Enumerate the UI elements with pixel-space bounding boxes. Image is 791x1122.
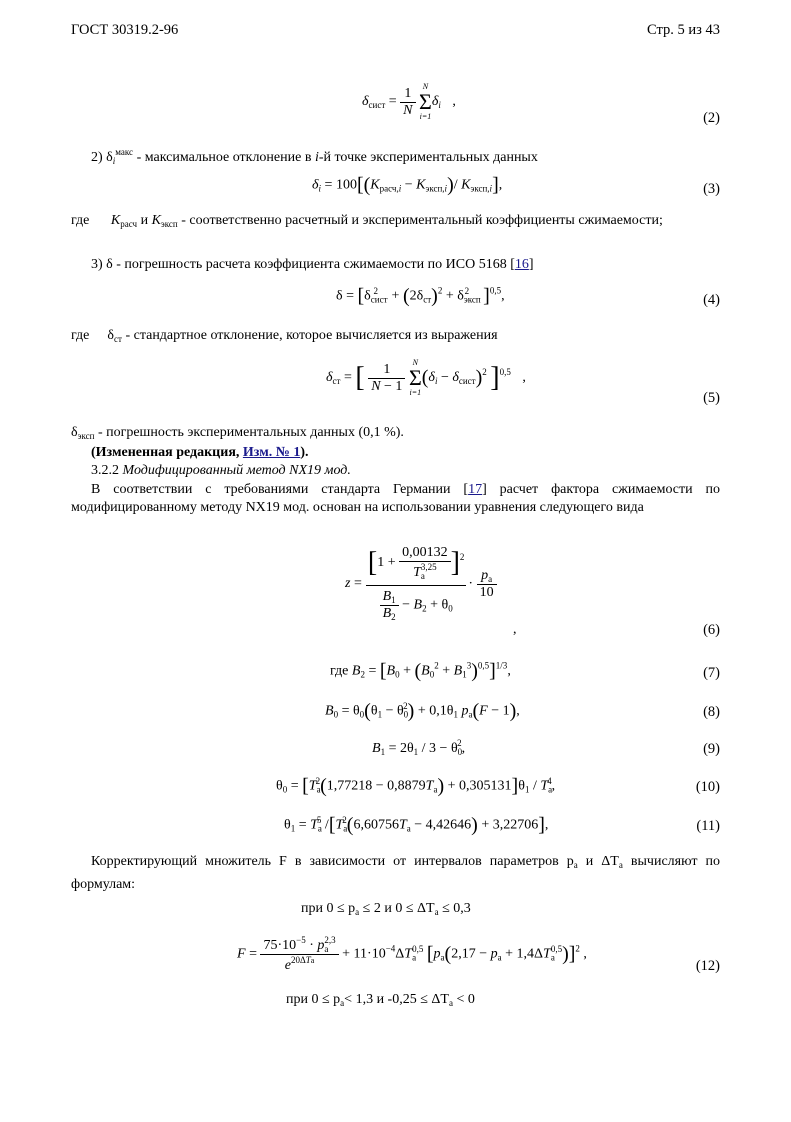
eq-number-12: (12) — [695, 958, 720, 974]
condition-2: при $0 \le p_а< 1,3$ и $-0,25 \le \Delta T_а < 0$ — [286, 992, 475, 1008]
reference-17-link[interactable]: 17 — [468, 482, 483, 497]
reference-16-link[interactable]: 16 — [514, 257, 529, 272]
eq-number-6: (6) — [703, 622, 720, 638]
eq-number-2: (2) — [703, 110, 720, 126]
formula-7: где $B_2 = [B_0 + (B_0^2 + B_1^3)^{0,5}]^{1/3}$, — [330, 660, 511, 682]
doc-header-left: ГОСТ 30319.2-96 — [71, 22, 179, 38]
eq-number-10: (10) — [695, 779, 720, 795]
formula-9: $B_1 = 2\theta_1 / 3 - \theta_0^2$, — [372, 738, 466, 757]
eq-number-7: (7) — [703, 665, 720, 681]
formula-12: F = $\frac{75\cdot 10^{-5} \cdot p_а^{2,3}}{e^{20\Delta Tа}}$ + $11\cdot 10^{-4}\Delta T_а^{0,5}$ $[p_а(2,17 - p_а + 1,4\Delta T_а^{0,5})]^2$ , — [237, 935, 587, 973]
eq-number-9: (9) — [703, 741, 720, 757]
item-2-text: 2) $\delta_i^{макс}$ - максимальное отклонение в i-й точке экспериментальных данных — [91, 147, 538, 166]
eq-number-11: (11) — [696, 818, 720, 834]
eq-number-8: (8) — [703, 704, 720, 720]
formula-11: $\theta_1 = T_а^5$ $/[T_а^2(6,60756T_а - 4,42646) + 3,22706]$, — [284, 814, 549, 836]
amendment-1-link[interactable]: Изм. № 1 — [242, 445, 301, 460]
item-3-text: 3) δ - погрешность расчета коэффициента сжимаемости по ИСО 5168 [16] — [91, 257, 534, 272]
section-3-2-2-title: 3.2.2 Модифицированный метод NX19 мод. — [91, 463, 351, 478]
formula-4: $\delta = [\delta_{сист}^2 + (2\delta_{ст})^2 + \delta_{эксп}^2$ ]$^{0,5}$, — [336, 285, 505, 307]
where-1-text: где $K_{расч}$ и $K_{эксп}$ - соответственно расчетный и экспериментальный коэффициенты сжимаемости; — [71, 213, 663, 229]
formula-2: $\delta_{сист}$ = $\frac{1}{N}$ N Σ i=1 $\delta_i$ , — [362, 82, 456, 121]
formula-8: $B_0 = \theta_0(\theta_1 - \theta_0^2) + 0,1\theta_1$ $p_а(F - 1)$, — [325, 700, 520, 722]
formula-10: $\theta_0 = [T_а^2(1,77218 - 0,8879T_а) + 0,305131]\theta_1 / T_а^4$, — [276, 775, 556, 797]
where-2-text: где $\delta_{ст}$ - стандартное отклонение, которое вычисляется из выражения — [71, 328, 498, 344]
eq-number-4: (4) — [703, 292, 720, 308]
formula-3: $\delta_i = 100[(K_{расч,i} - K_{эксп,i})/$ $K_{эксп,i}$], — [312, 174, 503, 196]
paragraph-correction-factor: Корректирующий множитель F в зависимости от интервалов параметров $p_а$ и $\Delta T_а$ вычисляют по формулам: — [71, 854, 721, 892]
doc-header-right: Стр. 5 из 43 — [647, 22, 720, 38]
formula-5: $\delta_{ст}$ = [ $\frac{1}{N - 1}$ N Σ i=1 $(\delta_i - \delta_{сист})^2$ ]$^{0,5}$ , — [326, 358, 526, 397]
eq-number-3: (3) — [703, 181, 720, 197]
paragraph-nx19: В соответствии с требованиями стандарта Германии [17] расчет фактора сжимаемости по модифицированному методу NX19 мод. основан на использовании уравнения следующего вида — [71, 482, 721, 515]
formula-6: z = [1 + $\frac{0,00132}{T_а^{3,25}}$ ]$^2$ · $\frac{p_а}{10}$ $\frac{B_1}{B_2}$ − $B_2 + \theta_0$ — [344, 545, 498, 623]
condition-1: при $0 \le p_а \le 2$ и $0 \le \Delta T_а \le 0,3$ — [301, 901, 471, 917]
formula-6-comma: , — [513, 622, 517, 637]
d-exp-text: $\delta_{эксп}$ - погрешность экспериментальных данных (0,1 %). — [71, 425, 404, 441]
eq-number-5: (5) — [703, 390, 720, 406]
changed-edition-note: (Измененная редакция, Изм. № 1). — [91, 445, 309, 460]
